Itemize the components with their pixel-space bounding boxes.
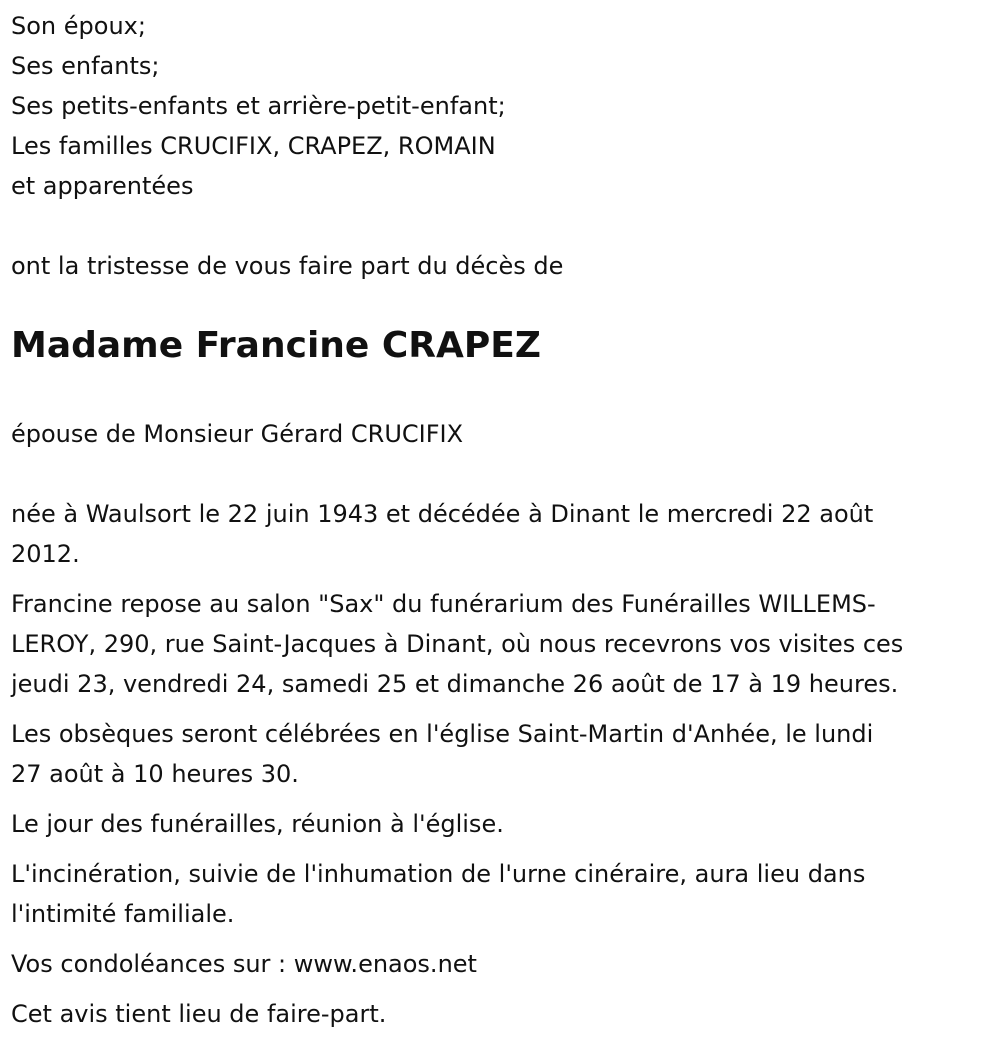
family-line-grandchildren: Ses petits-enfants et arrière-petit-enfant; (11, 92, 506, 120)
family-list (11, 6, 991, 206)
family-line-relatives: et apparentées (11, 172, 194, 200)
closing-paragraph (11, 994, 991, 1034)
birth-death-line-1: née à Waulsort le 22 juin 1943 et décédée à Dinant le mercredi 22 août (11, 500, 874, 528)
funeral-paragraph (11, 714, 991, 794)
spouse-line: épouse de Monsieur Gérard CRUCIFIX (11, 420, 464, 448)
birth-death-paragraph (11, 494, 991, 574)
cremation-paragraph (11, 854, 991, 934)
meeting-paragraph (11, 804, 991, 844)
meeting-line: Le jour des funérailles, réunion à l'église. (11, 810, 504, 838)
repose-line-1: Francine repose au salon "Sax" du funérarium des Funérailles WILLEMS- (11, 590, 876, 618)
announcement-text: ont la tristesse de vous faire part du décès de (11, 252, 564, 280)
repose-line-2: LEROY, 290, rue Saint-Jacques à Dinant, où nous recevrons vos visites ces (11, 630, 904, 658)
funeral-line-1: Les obsèques seront célébrées en l'église Saint-Martin d'Anhée, le lundi (11, 720, 874, 748)
cremation-line-2: l'intimité familiale. (11, 900, 235, 928)
obituary-notice (11, 6, 991, 1034)
funeral-line-2: 27 août à 10 heures 30. (11, 760, 299, 788)
closing-line: Cet avis tient lieu de faire-part. (11, 1000, 387, 1028)
family-line-children: Ses enfants; (11, 52, 160, 80)
cremation-line-1: L'incinération, suivie de l'inhumation de l'urne cinéraire, aura lieu dans (11, 860, 866, 888)
family-line-families: Les familles CRUCIFIX, CRAPEZ, ROMAIN (11, 132, 496, 160)
spacer (11, 206, 991, 246)
repose-line-3: jeudi 23, vendredi 24, samedi 25 et dimanche 26 août de 17 à 19 heures. (11, 670, 899, 698)
condolences-paragraph (11, 944, 991, 984)
family-line-spouse: Son époux; (11, 12, 146, 40)
repose-paragraph (11, 584, 991, 704)
details-section (11, 494, 991, 1034)
birth-death-line-2: 2012. (11, 540, 80, 568)
condolences-line: Vos condoléances sur : www.enaos.net (11, 950, 477, 978)
deceased-name: Madame Francine CRAPEZ (11, 325, 541, 366)
